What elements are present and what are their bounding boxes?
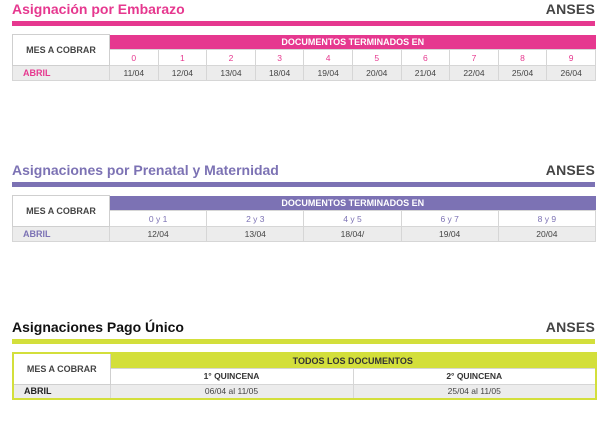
digit-header: 5: [352, 50, 401, 66]
quincena-header: 2° QUINCENA: [353, 368, 596, 384]
date-cell: 19/04: [304, 66, 353, 81]
embarazo-table: [12, 34, 596, 81]
date-cell: 20/04: [498, 227, 595, 242]
pago-unico-brand: ANSES: [545, 319, 595, 335]
digit-header: 8: [498, 50, 547, 66]
quincena-header: 1° QUINCENA: [110, 368, 353, 384]
digit-header: 7: [450, 50, 499, 66]
date-cell: 12/04: [158, 66, 207, 81]
documentos-group-header: DOCUMENTOS TERMINADOS EN: [110, 196, 596, 211]
mes-a-cobrar-header: MES A COBRAR: [13, 35, 110, 66]
pago-unico-header: [12, 318, 595, 336]
date-cell: 19/04: [401, 227, 498, 242]
date-cell: 13/04: [207, 227, 304, 242]
date-cell: 26/04: [547, 66, 596, 81]
todos-documentos-header: TODOS LOS DOCUMENTOS: [110, 353, 596, 368]
pago-unico-table: [12, 352, 597, 400]
embarazo-divider: [12, 21, 595, 26]
pago-unico-divider: [12, 339, 595, 344]
prenatal-divider: [12, 182, 595, 187]
digit-pair-header: 2 y 3: [207, 211, 304, 227]
digit-pair-header: 6 y 7: [401, 211, 498, 227]
digit-pair-header: 8 y 9: [498, 211, 595, 227]
embarazo-title: Asignación por Embarazo: [12, 1, 185, 17]
month-label: ABRIL: [13, 227, 110, 242]
table-row: [13, 227, 596, 242]
date-cell: 22/04: [450, 66, 499, 81]
pago-unico-title: Asignaciones Pago Único: [12, 319, 184, 335]
mes-a-cobrar-header: MES A COBRAR: [13, 196, 110, 227]
date-cell: 18/04: [255, 66, 304, 81]
digit-header: 2: [207, 50, 256, 66]
prenatal-table: [12, 195, 596, 242]
digit-header: 0: [110, 50, 159, 66]
prenatal-brand: ANSES: [545, 162, 595, 178]
date-cell: 21/04: [401, 66, 450, 81]
pago-unico-section: [12, 318, 595, 400]
digit-header: 6: [401, 50, 450, 66]
prenatal-title: Asignaciones por Prenatal y Maternidad: [12, 162, 279, 178]
table-row: [13, 384, 596, 399]
embarazo-section: [12, 0, 595, 81]
prenatal-section: [12, 161, 595, 242]
documentos-group-header: DOCUMENTOS TERMINADOS EN: [110, 35, 596, 50]
digit-pair-header: 0 y 1: [110, 211, 207, 227]
digit-header: 4: [304, 50, 353, 66]
mes-a-cobrar-header: MES A COBRAR: [13, 353, 110, 384]
date-range-cell: 25/04 al 11/05: [353, 384, 596, 399]
digit-header: 9: [547, 50, 596, 66]
date-cell: 25/04: [498, 66, 547, 81]
table-row: [13, 66, 596, 81]
date-cell: 18/04/: [304, 227, 401, 242]
date-range-cell: 06/04 al 11/05: [110, 384, 353, 399]
date-cell: 12/04: [110, 227, 207, 242]
embarazo-brand: ANSES: [545, 1, 595, 17]
month-label: ABRIL: [13, 384, 110, 399]
date-cell: 13/04: [207, 66, 256, 81]
digit-pair-header: 4 y 5: [304, 211, 401, 227]
digit-header: 3: [255, 50, 304, 66]
embarazo-header: [12, 0, 595, 18]
date-cell: 11/04: [110, 66, 159, 81]
date-cell: 20/04: [352, 66, 401, 81]
prenatal-header: [12, 161, 595, 179]
month-label: ABRIL: [13, 66, 110, 81]
digit-header: 1: [158, 50, 207, 66]
